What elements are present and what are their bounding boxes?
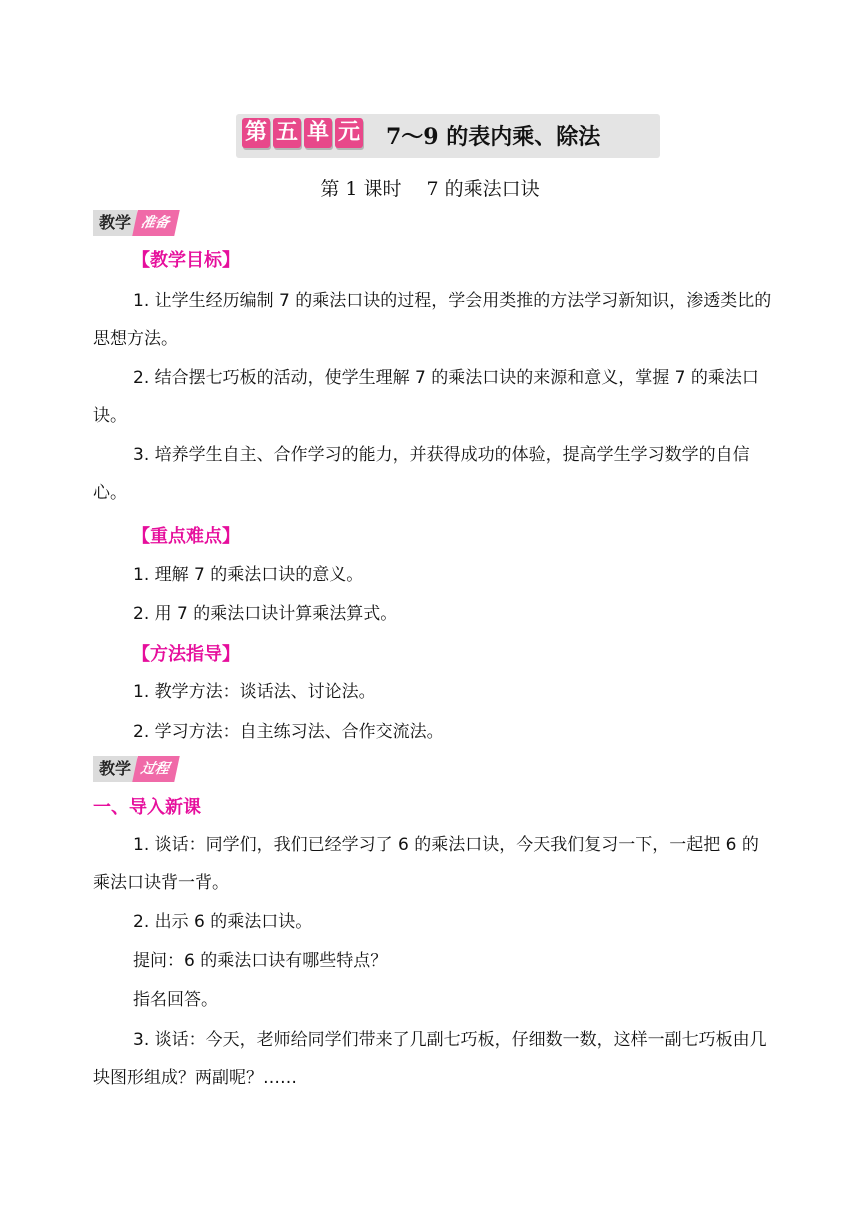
method-item: 2. 学习方法：自主练习法、合作交流法。 — [133, 722, 444, 742]
key-point-item: 2. 用 7 的乘法口诀计算乘法算式。 — [133, 604, 398, 624]
tag-label-left: 教学 — [93, 756, 137, 782]
unit-title: 7～9 的表内乘、除法 — [386, 124, 601, 150]
unit-char: 第 — [242, 118, 270, 148]
unit-char: 元 — [335, 118, 363, 148]
intro-paragraph: 2. 出示 6 的乘法口诀。 — [133, 912, 313, 932]
intro-paragraph: 1. 谈话：同学们，我们已经学习了 6 的乘法口诀，今天我们复习一下，一起把 6 的乘法口诀背一背。 — [93, 835, 759, 893]
intro-heading: 一、导入新课 — [93, 797, 201, 818]
lesson-title: 第 1 课时 7 的乘法口诀 — [320, 178, 540, 200]
section-tag-process — [93, 756, 177, 782]
unit-char: 五 — [273, 118, 301, 148]
goals-heading: 【教学目标】 — [132, 250, 240, 271]
unit-char: 单 — [304, 118, 332, 148]
goal-paragraph: 3. 培养学生自主、合作学习的能力，并获得成功的体验，提高学生学习数学的自信心。 — [93, 445, 750, 503]
key-point-item: 1. 理解 7 的乘法口诀的意义。 — [133, 565, 364, 585]
intro-paragraph: 3. 谈话：今天，老师给同学们带来了几副七巧板，仔细数一数，这样一副七巧板由几块图形组成？两副呢？…… — [93, 1030, 767, 1088]
key-points-heading: 【重点难点】 — [132, 526, 240, 547]
tag-label-right: 准备 — [132, 210, 180, 236]
goal-paragraph: 2. 结合摆七巧板的活动，使学生理解 7 的乘法口诀的来源和意义，掌握 7 的乘法口诀。 — [93, 368, 759, 426]
unit-label — [242, 118, 363, 148]
tag-label-left: 教学 — [93, 210, 137, 236]
method-item: 1. 教学方法：谈话法、讨论法。 — [133, 682, 376, 702]
intro-paragraph: 指名回答。 — [133, 990, 218, 1010]
tag-label-right: 过程 — [132, 756, 180, 782]
section-tag-prep — [93, 210, 177, 236]
unit-banner — [236, 114, 660, 158]
intro-paragraph: 提问：6 的乘法口诀有哪些特点？ — [133, 951, 388, 971]
methods-heading: 【方法指导】 — [132, 644, 240, 665]
goal-paragraph: 1. 让学生经历编制 7 的乘法口诀的过程，学会用类推的方法学习新知识，渗透类比的思想方法。 — [93, 291, 772, 349]
